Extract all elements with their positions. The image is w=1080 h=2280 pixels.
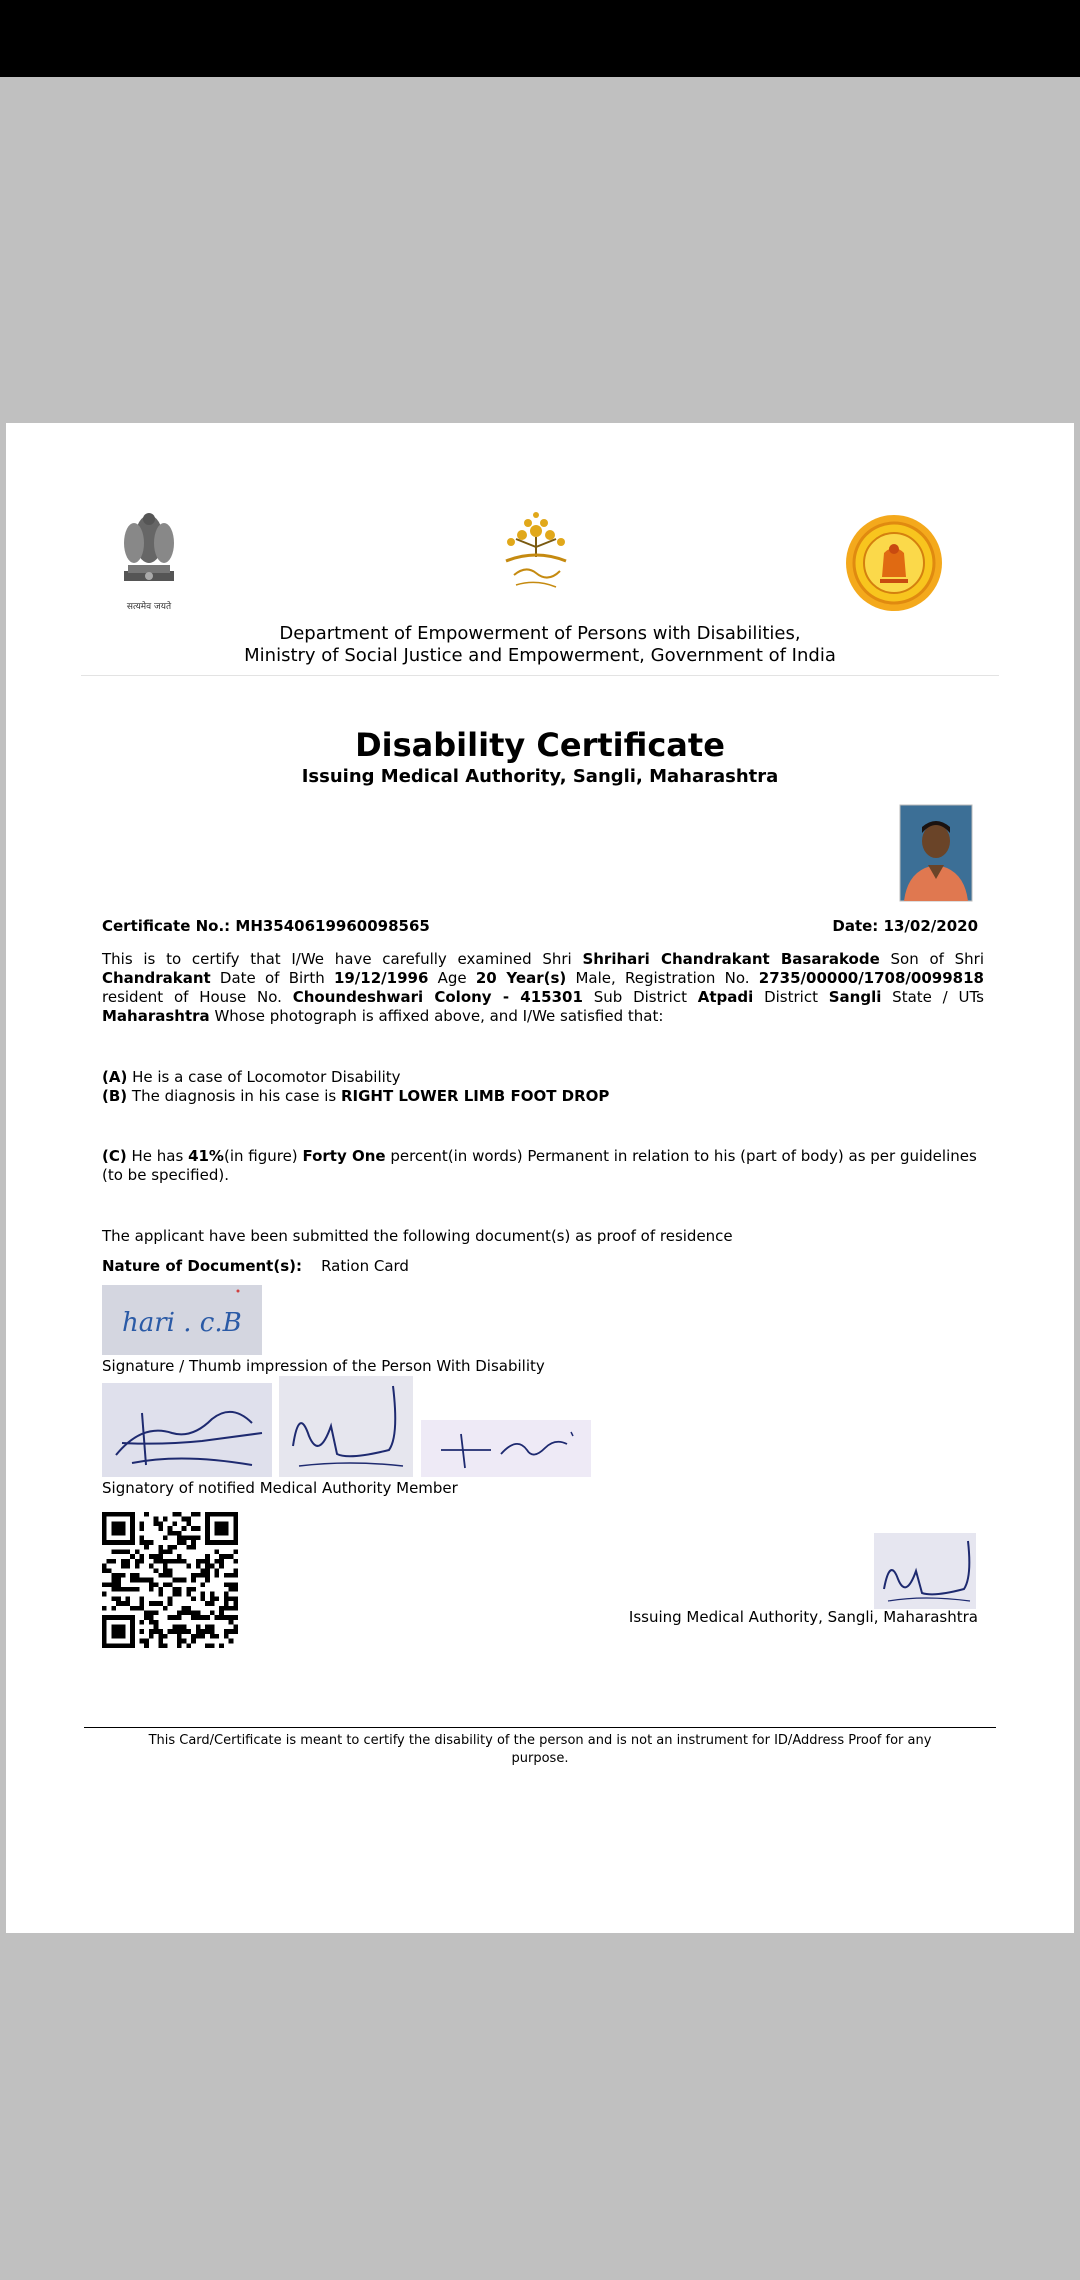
qr-code: [102, 1512, 238, 1648]
date-value: 13/02/2020: [883, 917, 978, 935]
text: This is to certify that I/We have carefully examined Shri: [102, 950, 583, 968]
certificate-page: [6, 423, 1074, 1933]
residence-statement: The applicant have been submitted the following document(s) as proof of residence: [102, 1227, 733, 1245]
certification-paragraph: [102, 950, 984, 1026]
item-text: He has: [126, 1147, 189, 1165]
person-signature-image: [102, 1285, 262, 1355]
nature-value: Ration Card: [321, 1257, 409, 1275]
text: Date of Birth: [210, 969, 334, 987]
certificate-number-label: Certificate No.:: [102, 917, 231, 935]
item-a: [102, 1068, 984, 1087]
text: resident of House No.: [102, 988, 293, 1006]
item-text: He is a case of Locomotor Disability: [127, 1068, 401, 1086]
text: Son of Shri: [879, 950, 984, 968]
item-label: (A): [102, 1068, 128, 1086]
text: Age: [428, 969, 476, 987]
text: District: [753, 988, 829, 1006]
father-name: Chandrakant: [102, 969, 211, 987]
nature-label: Nature of Document(s):: [102, 1257, 302, 1275]
member-signature-2-image: [279, 1376, 413, 1477]
sub-district: Atpadi: [697, 988, 754, 1006]
department-line-2: Ministry of Social Justice and Empowerment, Government of India: [244, 645, 836, 666]
item-c: [102, 1147, 984, 1185]
footer-divider: [84, 1727, 996, 1728]
text: Sub District: [582, 988, 698, 1006]
diagnosis: RIGHT LOWER LIMB FOOT DROP: [340, 1087, 610, 1105]
nature-of-document: [102, 1257, 984, 1276]
maharashtra-seal-icon: [844, 513, 944, 613]
person-signature-caption: Signature / Thumb impression of the Person With Disability: [102, 1357, 545, 1375]
certificate-subtitle: Issuing Medical Authority, Sangli, Maharashtra: [301, 766, 779, 787]
certificate-number-value: MH3540619960098565: [235, 917, 430, 935]
age: 20 Year(s): [475, 969, 567, 987]
item-label: (B): [102, 1087, 128, 1105]
emblem-caption: सत्यमेव जयते: [126, 602, 172, 612]
date-label: Date:: [832, 917, 879, 935]
header-divider: [81, 675, 999, 676]
footer-note: This Card/Certificate is meant to certify the disability of the person and is not an instrument for ID/Address Proof for any purpose.: [148, 1733, 932, 1766]
item-text: The diagnosis in his case is: [127, 1087, 341, 1105]
item-b: [102, 1087, 984, 1106]
applicant-photo: [898, 803, 974, 903]
date-of-birth: 19/12/1996: [333, 969, 429, 987]
item-text: (in figure): [223, 1147, 303, 1165]
text: Whose photograph is affixed above, and I/We satisfied that:: [209, 1007, 664, 1025]
district: Sangli: [828, 988, 882, 1006]
department-line-1: Department of Empowerment of Persons with Disabilities,: [279, 623, 801, 644]
text: State / UTs: [881, 988, 984, 1006]
disability-percent: 41%: [188, 1147, 224, 1165]
status-bar: [0, 0, 1080, 77]
item-label: (C): [102, 1147, 127, 1165]
issuer-signature-image: [874, 1533, 976, 1609]
item-text: percent(in words) Permanent in relation to his (part of body) as per guidelines (to be specified).: [102, 1147, 977, 1184]
department-header: [6, 623, 1074, 667]
applicant-name: Shrihari Chandrakant Basarakode: [582, 950, 880, 968]
certificate-number: [102, 917, 430, 935]
disability-percent-words: Forty One: [302, 1147, 386, 1165]
member-signature-3-image: [421, 1420, 591, 1477]
person-signature-text: hari . c.B: [122, 1308, 242, 1338]
certificate-title: Disability Certificate: [355, 726, 725, 764]
swavlamban-logo-icon: [486, 509, 586, 595]
certificate-date: [832, 917, 978, 935]
registration-number: 2735/00000/1708/0099818: [758, 969, 984, 987]
members-signature-caption: Signatory of notified Medical Authority Member: [102, 1479, 458, 1497]
state: Maharashtra: [102, 1007, 210, 1025]
text: Male, Registration No.: [566, 969, 759, 987]
member-signature-1-image: [102, 1383, 272, 1477]
house-address: Choundeshwari Colony - 415301: [292, 988, 583, 1006]
national-emblem-icon: [114, 509, 184, 619]
issuer-caption: Issuing Medical Authority, Sangli, Maharashtra: [628, 1608, 978, 1626]
